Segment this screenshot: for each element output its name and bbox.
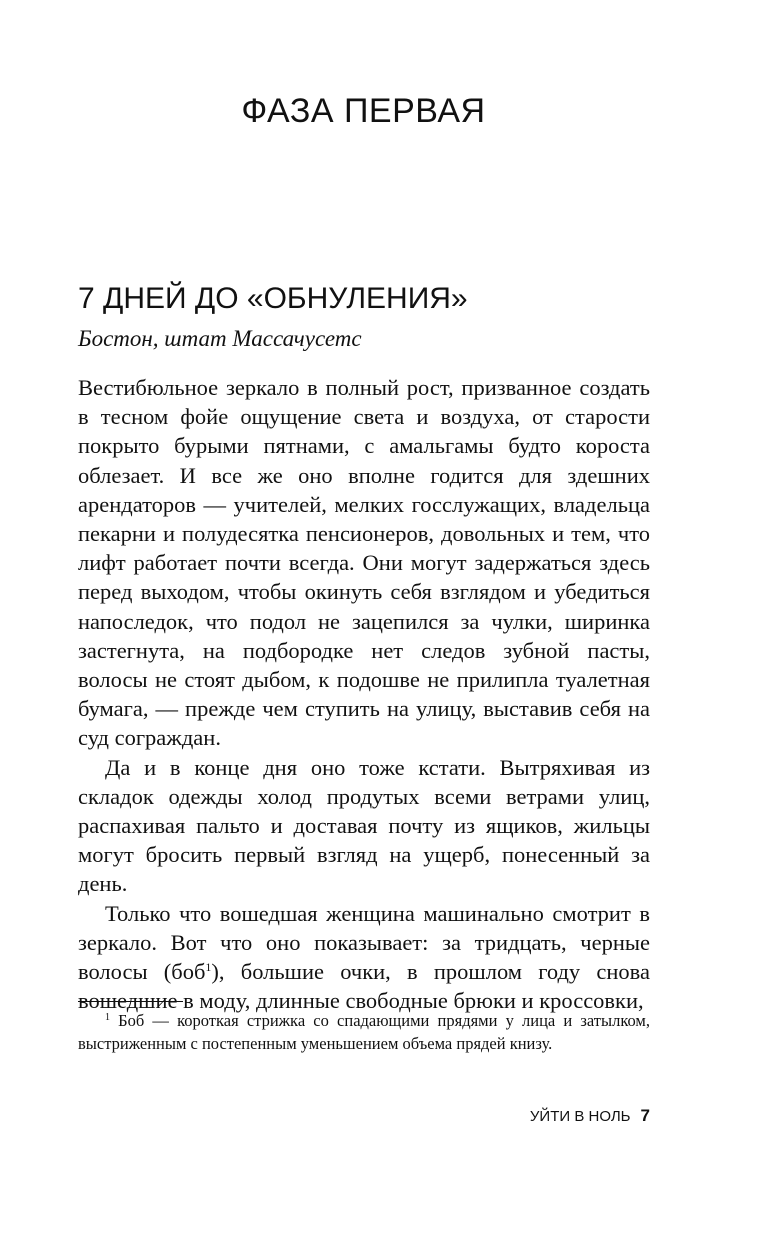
paragraph-1: Вестибюльное зеркало в полный рост, призванное создать в тесном фойе ощущение света и воздуха, от старости покрыто бурыми пятнами, с амальгамы будто короста облезает. И все же оно вполне годится для здешних арендаторов — учителей, мелких госслужащих, владельца пекарни и полудесятка пенсионеров, довольных и тем, что лифт работает почти всегда. Они могут задержаться здесь перед выходом, чтобы окинуть себя взглядом и убедиться напоследок, что подол не зацепился за чулки, ширинка застегнута, на подбородке нет следов зубной пасты, волосы не стоят дыбом, к подошве не прилипла туалетная бумага, — прежде чем ступить на улицу, выставив себя на суд сограждан.: [78, 375, 650, 751]
footnote-reference[interactable]: 1: [205, 960, 212, 975]
footnote: [78, 1010, 650, 1055]
paragraph-3-text-end: ), большие очки, в прошлом году снова вошедшие в моду, длинные свободные брюки и кроссовки,: [78, 959, 650, 1014]
footnote-divider: [78, 1001, 183, 1002]
paragraph-3: [78, 899, 650, 1016]
paragraph-2: Да и в конце дня оно тоже кстати. Вытряхивая из складок одежды холод продутых всеми ветрами улиц, распахивая пальто и доставая почту из ящиков, жильцы могут бросить первый взгляд на ущерб, понесенный за день.: [78, 754, 650, 897]
running-footer: [78, 1106, 650, 1126]
paragraph-3-text-start: Только что вошедшая женщина машинально смотрит в зеркало. Вот что оно показывает: за тридцать, черные волосы (боб: [78, 900, 650, 985]
page-number: 7: [640, 1106, 650, 1125]
footnote-marker: 1: [105, 1012, 110, 1023]
chapter-title: 7 ДНЕЙ ДО «ОБНУЛЕНИЯ»: [78, 282, 468, 315]
footnote-text: Боб — короткая стрижка со спадающими прядями у лица и затылком, выстриженным с постепенным уменьшением объема прядей книзу.: [78, 1011, 650, 1053]
chapter-location: Бостон, штат Массачусетс: [78, 326, 362, 351]
part-title: ФАЗА ПЕРВАЯ: [241, 92, 486, 130]
running-title: УЙТИ В НОЛЬ: [529, 1108, 631, 1125]
body-text: [78, 373, 650, 1015]
